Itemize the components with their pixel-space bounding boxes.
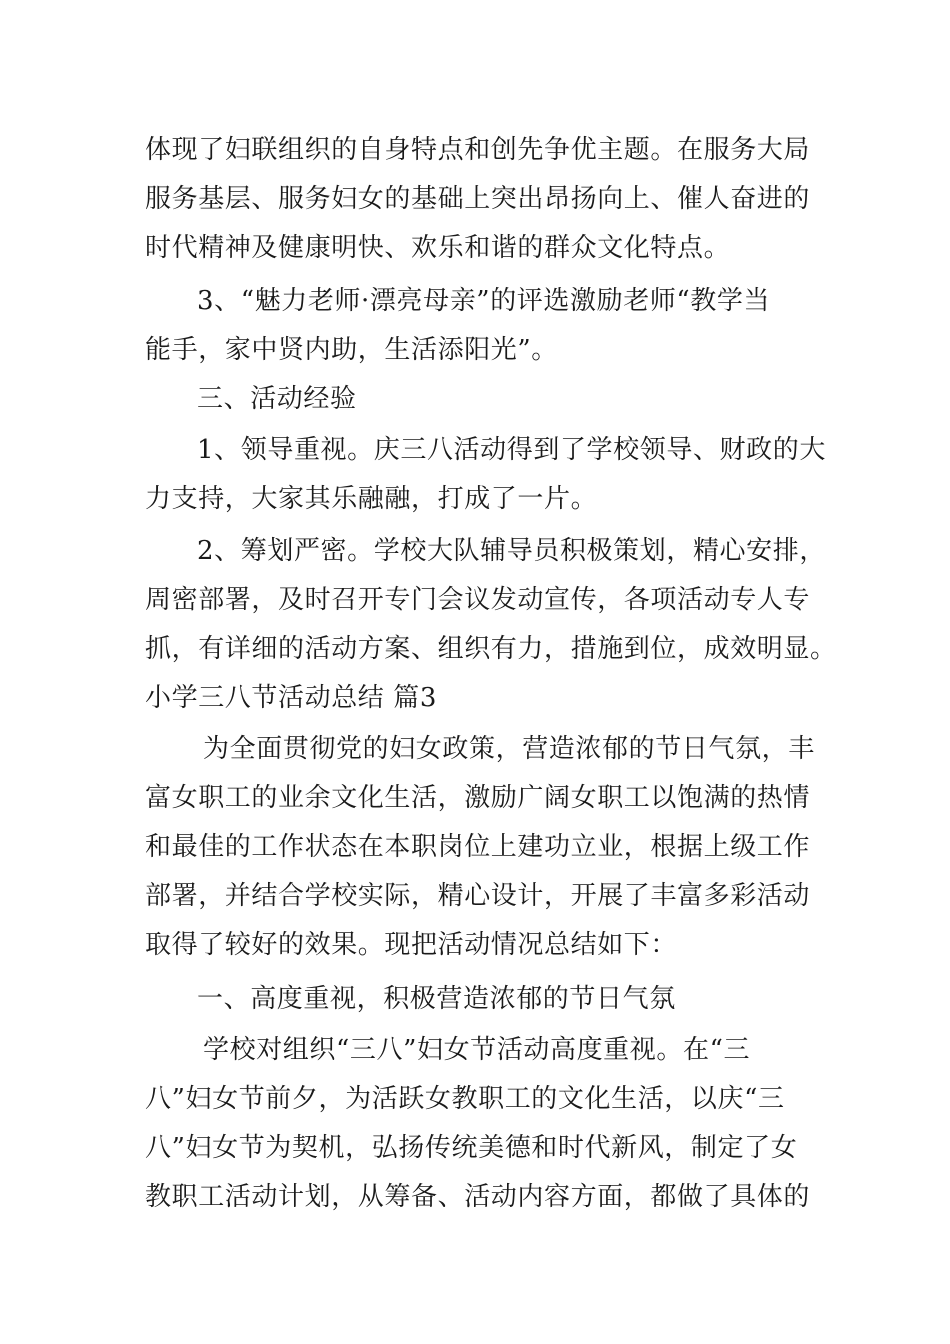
text-line: 八”妇女节为契机，弘扬传统美德和时代新风，制定了女 [145,1133,798,1163]
text-line: 体现了妇联组织的自身特点和创先争优主题。在服务大局 [145,135,811,165]
text-line: 富女职工的业余文化生活，激励广阔女职工以饱满的热情 [145,783,811,813]
text-line: 2、筹划严密。学校大队辅导员积极策划，精心安排， [197,536,826,566]
text-line: 学校对组织“三八”妇女节活动高度重视。在“三 [203,1035,751,1065]
text-line: 服务基层、服务妇女的基础上突出昂扬向上、催人奋进的 [145,184,811,214]
article-title: 小学三八节活动总结 篇3 [145,683,438,713]
text-line: 抓，有详细的活动方案、组织有力，措施到位，成效明显。 [145,634,837,664]
text-line: 教职工活动计划，从筹备、活动内容方面，都做了具体的 [145,1182,811,1212]
text-line: 为全面贯彻党的妇女政策，营造浓郁的节日气氛，丰 [203,734,815,764]
text-line: 力支持，大家其乐融融，打成了一片。 [145,484,598,514]
text-line: 时代精神及健康明快、欢乐和谐的群众文化特点。 [145,233,731,263]
section-heading: 三、活动经验 [197,384,357,414]
text-line: 部署，并结合学校实际，精心设计，开展了丰富多彩活动 [145,881,811,911]
text-line: 能手，家中贤内助，生活添阳光”。 [145,335,558,365]
section-heading: 一、高度重视，积极营造浓郁的节日气氛 [197,984,676,1014]
text-line: 周密部署，及时召开专门会议发动宣传，各项活动专人专 [145,585,811,615]
text-line: 八”妇女节前夕，为活跃女教职工的文化生活，以庆“三 [145,1084,785,1114]
text-line: 和最佳的工作状态在本职岗位上建功立业，根据上级工作 [145,832,811,862]
text-line: 取得了较好的效果。现把活动情况总结如下： [145,930,678,960]
text-line: 3、“魅力老师·漂亮母亲”的评选激励老师“教学当 [197,286,771,316]
text-line: 1、领导重视。庆三八活动得到了学校领导、财政的大 [197,435,826,465]
